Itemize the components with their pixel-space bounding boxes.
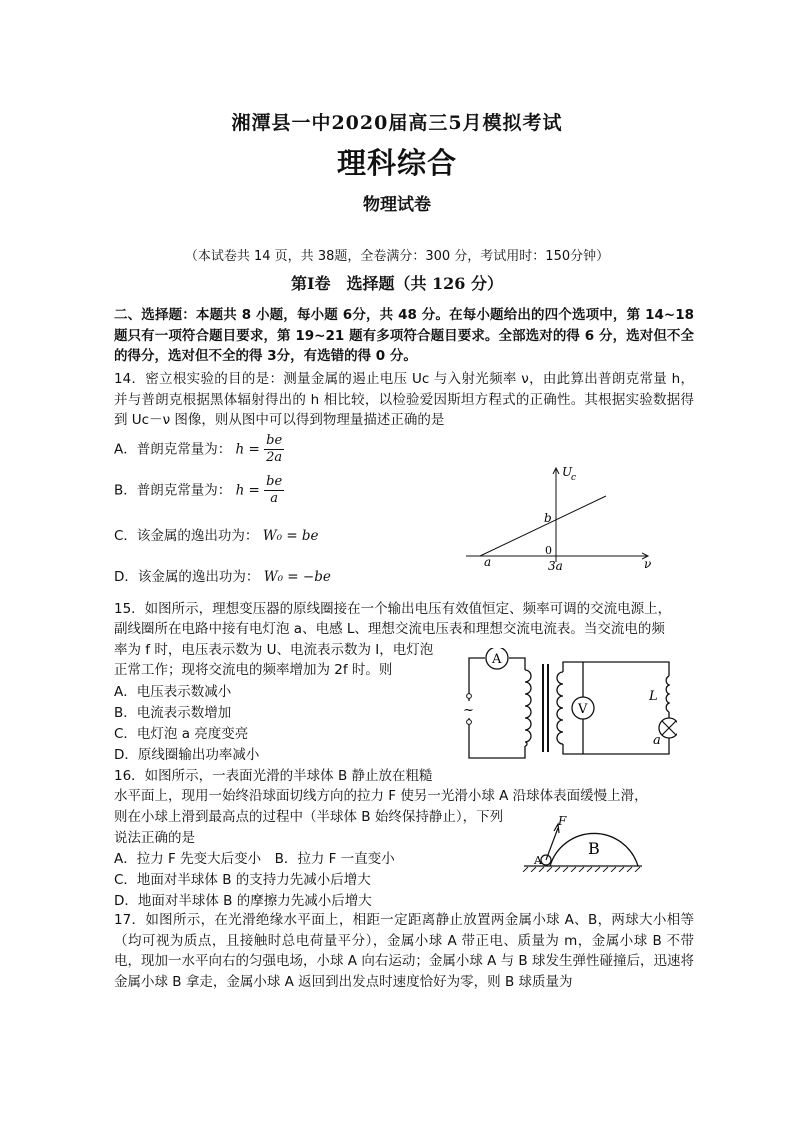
q14-option-d-math: W₀ = −be xyxy=(263,569,331,585)
q16-option-d: D．地面对半球体 B 的摩擦力先减小后增大 xyxy=(114,893,372,909)
q14-option-b-denominator: a xyxy=(270,491,279,506)
ball-a-label: A xyxy=(534,854,542,867)
q14-option-c-math: W₀ = be xyxy=(262,528,319,544)
q16-options-ab: A．拉力 F 先变大后变小 B．拉力 F 一直变小 xyxy=(114,851,395,867)
q16-line-3: 则在小球上滑到最高点的过程中（半球体 B 始终保持静止），下列 xyxy=(114,809,504,825)
q15-line-2: 副线圈所在电路中接有电灯泡 a、电感 L、理想交流电压表和理想交流电流表。当交流电的频 xyxy=(114,621,665,637)
q14-stem: 14．密立根实验的目的是：测量金属的遏止电压 Uc 与入射光频率 ν，由此算出普朗克常量 h，并与普朗克根据黑体辐射得出的 h 相比较，以检验爱因斯坦方程式的正确性。其根据实验数据得到 Uc－ν 图像，则从图中可以得到物理量描述正确的是 xyxy=(114,371,694,428)
x-intercept-label: a xyxy=(484,555,492,569)
hemisphere-figure xyxy=(520,810,644,872)
q14-option-a-fraction xyxy=(264,433,284,466)
q14-option-b xyxy=(114,474,284,507)
q16-line-4: 说法正确的是 xyxy=(114,830,195,846)
hemisphere-label: B xyxy=(588,839,600,858)
primary-coil xyxy=(525,670,531,746)
inductor-label: L xyxy=(649,689,658,704)
q16-line-1: 16．如图所示，一表面光滑的半球体 B 静止放在粗糙 xyxy=(114,768,433,784)
exam-school-title: 湘潭县一中2020届高三5月模拟考试 xyxy=(231,112,563,134)
source-terminal-bottom xyxy=(467,720,472,725)
q14-option-a-lhs: h = xyxy=(235,441,260,458)
uc-line xyxy=(480,496,606,556)
q14-option-a xyxy=(114,433,284,466)
q14-option-d-label: D．该金属的逸出功为： xyxy=(114,569,260,585)
ammeter-label: A xyxy=(492,652,502,667)
secondary-coil xyxy=(557,672,563,744)
origin-label: 0 xyxy=(545,544,552,557)
q14-option-b-lhs: h = xyxy=(235,482,260,499)
subject-title: 物理试卷 xyxy=(363,195,431,215)
q14-option-b-label: B．普朗克常量为： xyxy=(114,482,232,499)
q15-line-4: 正常工作；现将交流电的频率增加为 2f 时。则 xyxy=(114,662,393,678)
source-terminal-top xyxy=(467,694,472,699)
q17-stem: 17．如图所示，在光滑绝缘水平面上，相距一定距离静止放置两金属小球 A、B，两球大小相等（均可视为质点，且接触时总电荷量平分），金属小球 A 带正电、质量为 m，金属小球 B 不带电，现加一水平向右的匀强电场，小球 A 向右运动；金属小球 A 与 B 球发生弹性碰撞后，迅速将金属小球 B 拿走，金属小球 A 返回到出发点时速度恰好为零，则 B 球质量为 xyxy=(114,912,694,990)
q16-option-c: C．地面对半球体 B 的支持力先减小后增大 xyxy=(114,872,371,888)
inductor-coil xyxy=(666,676,669,712)
x-axis-label: ν xyxy=(644,557,652,571)
q14-option-b-numerator: be xyxy=(266,474,283,489)
y-axis-subscript: c xyxy=(571,473,577,483)
q14-option-c-label: C．该金属的逸出功为： xyxy=(114,528,259,544)
q15-option-c: C．电灯泡 a 亮度变亮 xyxy=(114,726,249,742)
q14-option-a-label: A．普朗克常量为： xyxy=(114,441,232,458)
section-title: 第Ⅰ卷 选择题（共 126 分） xyxy=(290,274,504,293)
q14-option-a-numerator: be xyxy=(266,433,283,448)
transformer-circuit xyxy=(455,648,677,764)
y-intercept-label: b xyxy=(544,511,552,525)
voltmeter-label: V xyxy=(578,702,588,717)
section-instructions: 二、选择题：本题共 8 小题，每小题 6分，共 48 分。在每小题给出的四个选项中，第 14~18 题只有一项符合题目要求，第 19~21 题有多项符合题目要求。全部选对的得 6 分，选对但不全的得分，选对但不全的得 3分，有选错的得 0 分。 xyxy=(114,307,694,364)
paper-title: 理科综合 xyxy=(336,146,457,180)
ac-source-symbol: ~ xyxy=(463,703,474,718)
q15-option-b: B．电流表示数增加 xyxy=(114,705,232,721)
q15-line-3: 率为 f 时，电压表示数为 U、电流表示数为 I，电灯泡 xyxy=(114,642,434,658)
q15-option-a: A．电压表示数减小 xyxy=(114,684,232,700)
uc-nu-graph xyxy=(458,462,658,574)
exam-note: （本试卷共 14 页，共 38题，全卷满分：300 分，考试用时：150分钟） xyxy=(184,249,610,264)
q15-line-1: 15．如图所示，理想变压器的原线圈接在一个输出电压有效值恒定、频率可调的交流电源上， xyxy=(114,601,672,617)
y-axis-label: U xyxy=(562,465,573,479)
lamp-label: a xyxy=(653,733,661,748)
force-label: F xyxy=(558,814,567,828)
q16-line-2: 水平面上，现用一始终沿球面切线方向的拉力 F 使另一光滑小球 A 沿球体表面缓慢上滑， xyxy=(114,788,648,804)
q15-option-d: D．原线圈输出功率减小 xyxy=(114,747,260,763)
q14-option-c xyxy=(114,524,319,544)
tick-label-3a: 3a xyxy=(548,559,563,573)
q14-option-b-fraction xyxy=(264,474,284,507)
q14-option-d xyxy=(114,565,331,585)
q14-option-a-denominator: 2a xyxy=(266,450,283,465)
lamp-icon xyxy=(659,718,677,738)
